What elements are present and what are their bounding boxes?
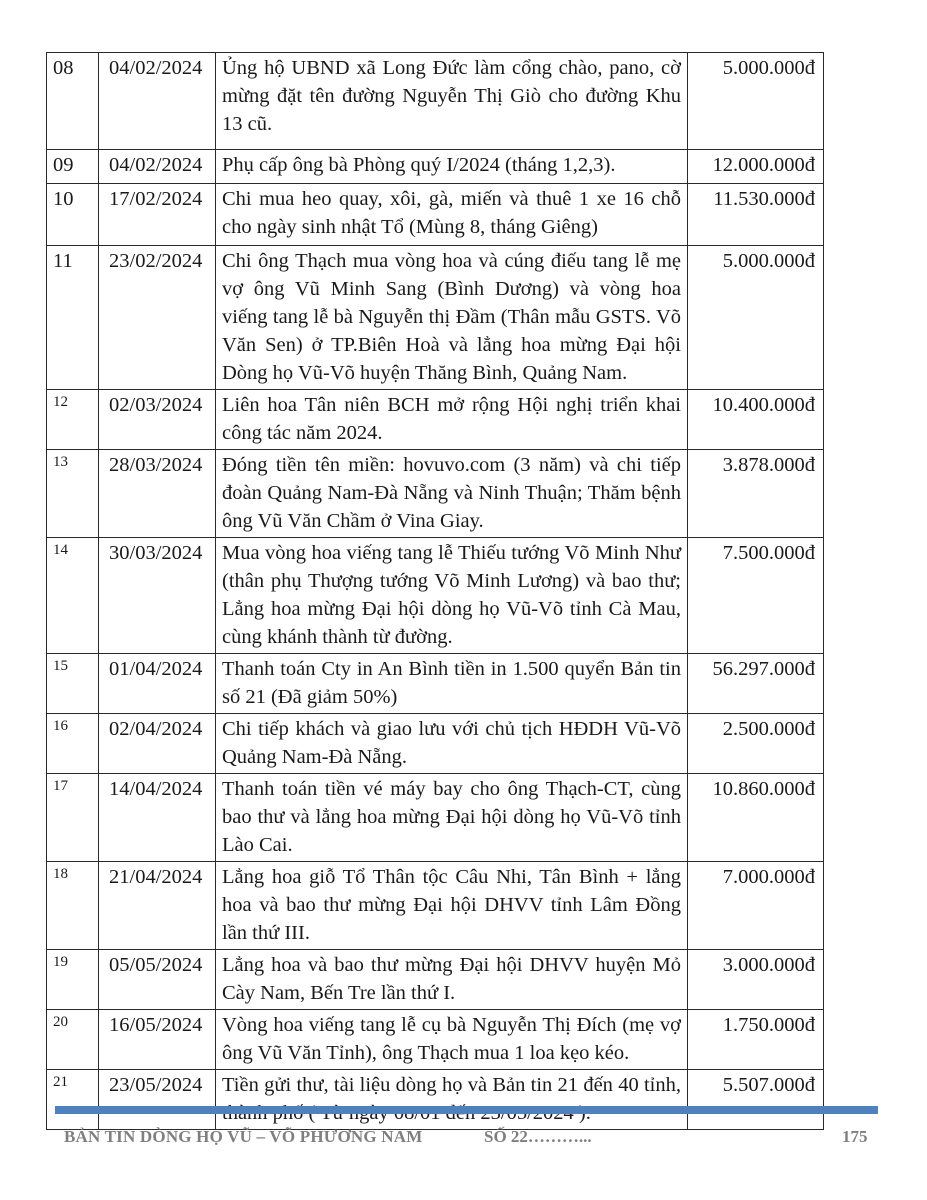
table-row: [47, 862, 824, 950]
row-date-cell: 14/04/2024: [99, 774, 216, 862]
row-number-cell: 15: [47, 654, 99, 714]
row-number-cell: 13: [47, 450, 99, 538]
row-description-cell: Đóng tiền tên miền: hovuvo.com (3 năm) và chi tiếp đoàn Quảng Nam-Đà Nẵng và Ninh Thuận; Thăm bệnh ông Vũ Văn Chầm ở Vina Giay.: [216, 450, 688, 538]
row-date-cell: 02/04/2024: [99, 714, 216, 774]
row-number-cell: 16: [47, 714, 99, 774]
row-description-cell: Chi ông Thạch mua vòng hoa và cúng điếu tang lễ mẹ vợ ông Vũ Minh Sang (Bình Dương) và vòng hoa viếng tang lễ bà Nguyễn thị Đầm (Thân mẫu GSTS. Võ Văn Sen) ở TP.Biên Hoà và lẳng hoa mừng Đại hội Dòng họ Vũ-Võ huyện Thăng Bình, Quảng Nam.: [216, 246, 688, 390]
row-number-cell: 08: [47, 53, 99, 150]
row-amount-cell: 56.297.000đ: [688, 654, 824, 714]
table-row: [47, 714, 824, 774]
row-date-cell: 23/05/2024: [99, 1070, 216, 1130]
row-description-cell: Vòng hoa viếng tang lễ cụ bà Nguyễn Thị Đích (mẹ vợ ông Vũ Văn Tỉnh), ông Thạch mua 1 loa kẹo kéo.: [216, 1010, 688, 1070]
row-date-cell: 01/04/2024: [99, 654, 216, 714]
row-amount-cell: 2.500.000đ: [688, 714, 824, 774]
row-number-cell: 12: [47, 390, 99, 450]
row-amount-cell: 5.507.000đ: [688, 1070, 824, 1130]
row-date-cell: 05/05/2024: [99, 950, 216, 1010]
table-row: [47, 246, 824, 390]
row-date-cell: 16/05/2024: [99, 1010, 216, 1070]
row-amount-cell: 12.000.000đ: [688, 150, 824, 184]
row-date-cell: 21/04/2024: [99, 862, 216, 950]
row-date-cell: 23/02/2024: [99, 246, 216, 390]
table-row: [47, 774, 824, 862]
row-amount-cell: 5.000.000đ: [688, 246, 824, 390]
table-row: [47, 184, 824, 246]
row-date-cell: 02/03/2024: [99, 390, 216, 450]
row-number-cell: 21: [47, 1070, 99, 1130]
row-date-cell: 04/02/2024: [99, 53, 216, 150]
row-date-cell: 17/02/2024: [99, 184, 216, 246]
row-description-cell: Thanh toán Cty in An Bình tiền in 1.500 quyển Bản tin số 21 (Đã giảm 50%): [216, 654, 688, 714]
row-number-cell: 20: [47, 1010, 99, 1070]
expense-table-body: [47, 53, 824, 1130]
row-description-cell: Lẳng hoa và bao thư mừng Đại hội DHVV huyện Mỏ Cày Nam, Bến Tre lần thứ I.: [216, 950, 688, 1010]
footer-publication-title: BẢN TIN DÒNG HỌ VŨ – VÕ PHƯƠNG NAM: [64, 1127, 423, 1146]
footer-issue-number: SỐ 22………...: [484, 1127, 592, 1146]
row-amount-cell: 5.000.000đ: [688, 53, 824, 150]
row-number-cell: 18: [47, 862, 99, 950]
row-amount-cell: 11.530.000đ: [688, 184, 824, 246]
row-description-cell: Chi mua heo quay, xôi, gà, miến và thuê 1 xe 16 chỗ cho ngày sinh nhật Tổ (Mùng 8, tháng Giêng): [216, 184, 688, 246]
row-description-cell: Thanh toán tiền vé máy bay cho ông Thạch-CT, cùng bao thư và lẳng hoa mừng Đại hội dòng họ Vũ-Võ tỉnh Lào Cai.: [216, 774, 688, 862]
row-amount-cell: 1.750.000đ: [688, 1010, 824, 1070]
row-description-cell: Lẳng hoa giỗ Tổ Thân tộc Câu Nhi, Tân Bình + lẳng hoa và bao thư mừng Đại hội DHVV tỉnh Lâm Đồng lần thứ III.: [216, 862, 688, 950]
table-row: [47, 950, 824, 1010]
row-amount-cell: 3.878.000đ: [688, 450, 824, 538]
table-row: [47, 654, 824, 714]
row-amount-cell: 3.000.000đ: [688, 950, 824, 1010]
table-row: [47, 150, 824, 184]
table-row: [47, 450, 824, 538]
row-number-cell: 10: [47, 184, 99, 246]
row-description-cell: Phụ cấp ông bà Phòng quý I/2024 (tháng 1,2,3).: [216, 150, 688, 184]
row-number-cell: 11: [47, 246, 99, 390]
expense-table: [46, 52, 824, 1130]
table-row: [47, 538, 824, 654]
row-amount-cell: 10.860.000đ: [688, 774, 824, 862]
row-number-cell: 19: [47, 950, 99, 1010]
footer-page-number: 175: [842, 1127, 868, 1146]
row-description-cell: Ủng hộ UBND xã Long Đức làm cổng chào, pano, cờ mừng đặt tên đường Nguyễn Thị Giò cho đường Khu 13 cũ.: [216, 53, 688, 150]
row-amount-cell: 10.400.000đ: [688, 390, 824, 450]
row-description-cell: Liên hoa Tân niên BCH mở rộng Hội nghị triển khai công tác năm 2024.: [216, 390, 688, 450]
row-number-cell: 09: [47, 150, 99, 184]
row-description-cell: Tiền gửi thư, tài liệu dòng họ và Bản tin 21 đến 40 tỉnh,: [216, 1070, 688, 1130]
row-date-cell: 30/03/2024: [99, 538, 216, 654]
row-description-cell: Chi tiếp khách và giao lưu với chủ tịch HĐDH Vũ-Võ Quảng Nam-Đà Nẵng.: [216, 714, 688, 774]
table-row: [47, 1070, 824, 1130]
table-row: [47, 53, 824, 150]
row-amount-cell: 7.500.000đ: [688, 538, 824, 654]
row-amount-cell: 7.000.000đ: [688, 862, 824, 950]
table-row: [47, 1010, 824, 1070]
footer-divider-bar: [55, 1106, 878, 1114]
row-number-cell: 14: [47, 538, 99, 654]
table-row: [47, 390, 824, 450]
row-number-cell: 17: [47, 774, 99, 862]
row-description-cell: Mua vòng hoa viếng tang lễ Thiếu tướng Võ Minh Như (thân phụ Thượng tướng Võ Minh Lương) và bao thư; Lẳng hoa mừng Đại hội dòng họ Vũ-Võ tỉnh Cà Mau, cùng khánh thành từ đường.: [216, 538, 688, 654]
row-date-cell: 04/02/2024: [99, 150, 216, 184]
row-date-cell: 28/03/2024: [99, 450, 216, 538]
